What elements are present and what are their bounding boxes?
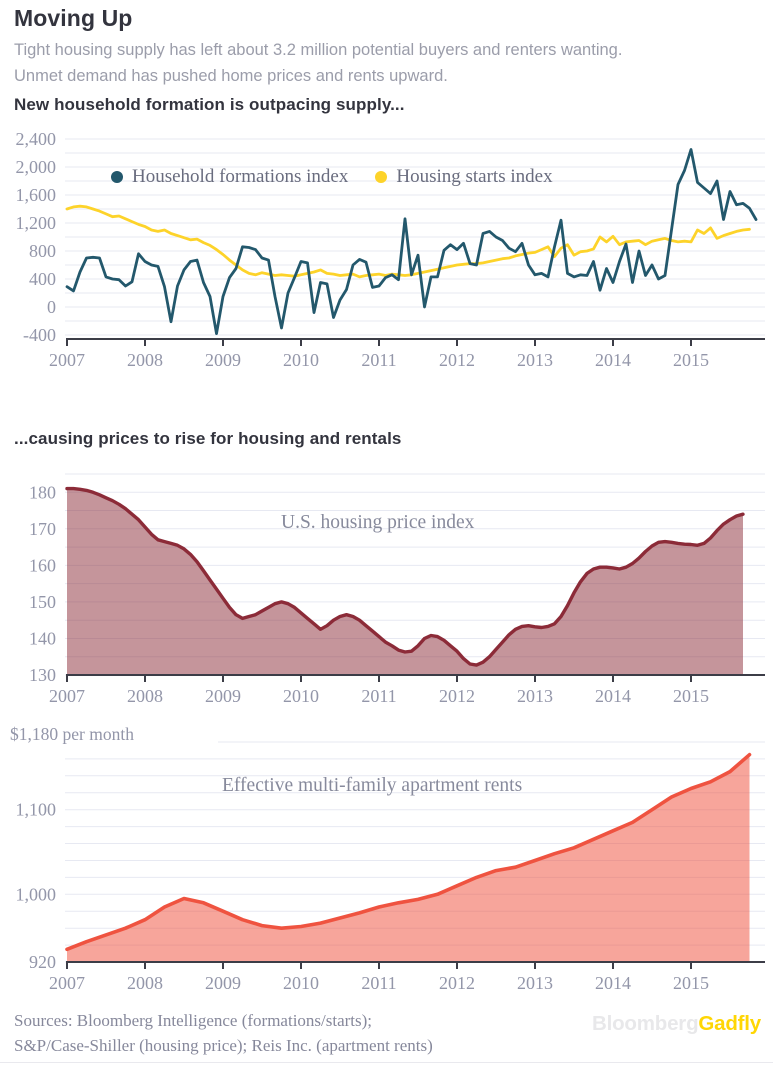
legend-item-starts [375,166,552,188]
page-subtitle: Tight housing supply has left about 3.2 million potential buyers and renters wanting. Unmet demand has pushed home prices and rents upward. [14,41,623,85]
svg-text:2009: 2009 [205,973,241,993]
svg-text:150: 150 [29,591,56,612]
svg-text:2013: 2013 [517,350,553,370]
svg-text:160: 160 [29,555,56,576]
legend-dot-starts-icon [375,171,387,183]
sources-note [14,1008,433,1058]
logo-bloomberg: Bloomberg [592,1012,699,1035]
svg-text:0: 0 [47,297,56,317]
svg-text:2015: 2015 [673,973,709,993]
svg-text:2008: 2008 [127,350,163,370]
formations-starts-chart [0,130,773,380]
apartment-rents-plot [0,720,773,1005]
svg-text:2010: 2010 [283,973,319,993]
svg-text:2,000: 2,000 [15,157,56,177]
svg-text:2010: 2010 [283,686,319,706]
apartment-rents-chart [0,720,773,1005]
svg-text:2015: 2015 [673,686,709,706]
svg-text:180: 180 [29,482,56,503]
svg-text:400: 400 [29,269,56,289]
svg-text:2011: 2011 [361,973,397,993]
svg-text:170: 170 [29,518,56,539]
svg-text:2012: 2012 [439,973,475,993]
apartment-rents-series-label: Effective multi-family apartment rents [222,775,523,796]
rents-top-axis-label: $1,180 per month [10,724,141,745]
chart-legend [111,166,553,188]
svg-text:2015: 2015 [673,350,709,370]
svg-text:2008: 2008 [127,686,163,706]
sources-line-1: Sources: Bloomberg Intelligence (formations/starts); [14,1011,373,1030]
svg-text:920: 920 [29,952,56,972]
svg-text:2012: 2012 [439,686,475,706]
svg-text:2010: 2010 [283,350,319,370]
svg-text:800: 800 [29,241,56,261]
svg-text:2014: 2014 [595,350,631,370]
svg-text:-400: -400 [23,325,56,345]
svg-text:1,000: 1,000 [15,884,56,905]
svg-text:2009: 2009 [205,686,241,706]
svg-text:2012: 2012 [439,350,475,370]
legend-item-formations [111,166,348,188]
svg-text:1,600: 1,600 [15,185,56,205]
svg-text:2013: 2013 [517,686,553,706]
bottom-divider [0,1062,773,1063]
svg-text:2014: 2014 [595,973,631,993]
svg-text:2009: 2009 [205,350,241,370]
svg-text:2007: 2007 [49,973,85,993]
legend-dot-formations-icon [111,171,123,183]
sources-line-2: S&P/Case-Shiller (housing price); Reis Inc. (apartment rents) [14,1036,433,1055]
svg-text:2007: 2007 [49,350,85,370]
svg-text:1,100: 1,100 [15,799,56,820]
chart-heading-prices: ...causing prices to rise for housing and rentals [14,429,402,448]
legend-label-starts: Housing starts index [396,166,553,187]
svg-text:130: 130 [29,665,56,685]
svg-text:2008: 2008 [127,973,163,993]
svg-text:2,400: 2,400 [15,130,56,149]
housing-price-chart [0,465,773,710]
legend-label-formations: Household formations index [132,166,349,187]
logo-gadfly: Gadfly [698,1012,761,1035]
svg-text:2007: 2007 [49,686,85,706]
svg-text:1,200: 1,200 [15,213,56,233]
chart-heading-formations: New household formation is outpacing supply... [14,95,405,114]
page-title: Moving Up [14,5,133,31]
svg-text:2011: 2011 [361,686,397,706]
svg-text:140: 140 [29,628,56,649]
housing-price-series-label: U.S. housing price index [281,512,475,533]
svg-text:2014: 2014 [595,686,631,706]
svg-text:2011: 2011 [361,350,397,370]
housing-price-plot [0,465,773,710]
svg-text:2013: 2013 [517,973,553,993]
bloomberg-gadfly-logo [592,1012,761,1036]
